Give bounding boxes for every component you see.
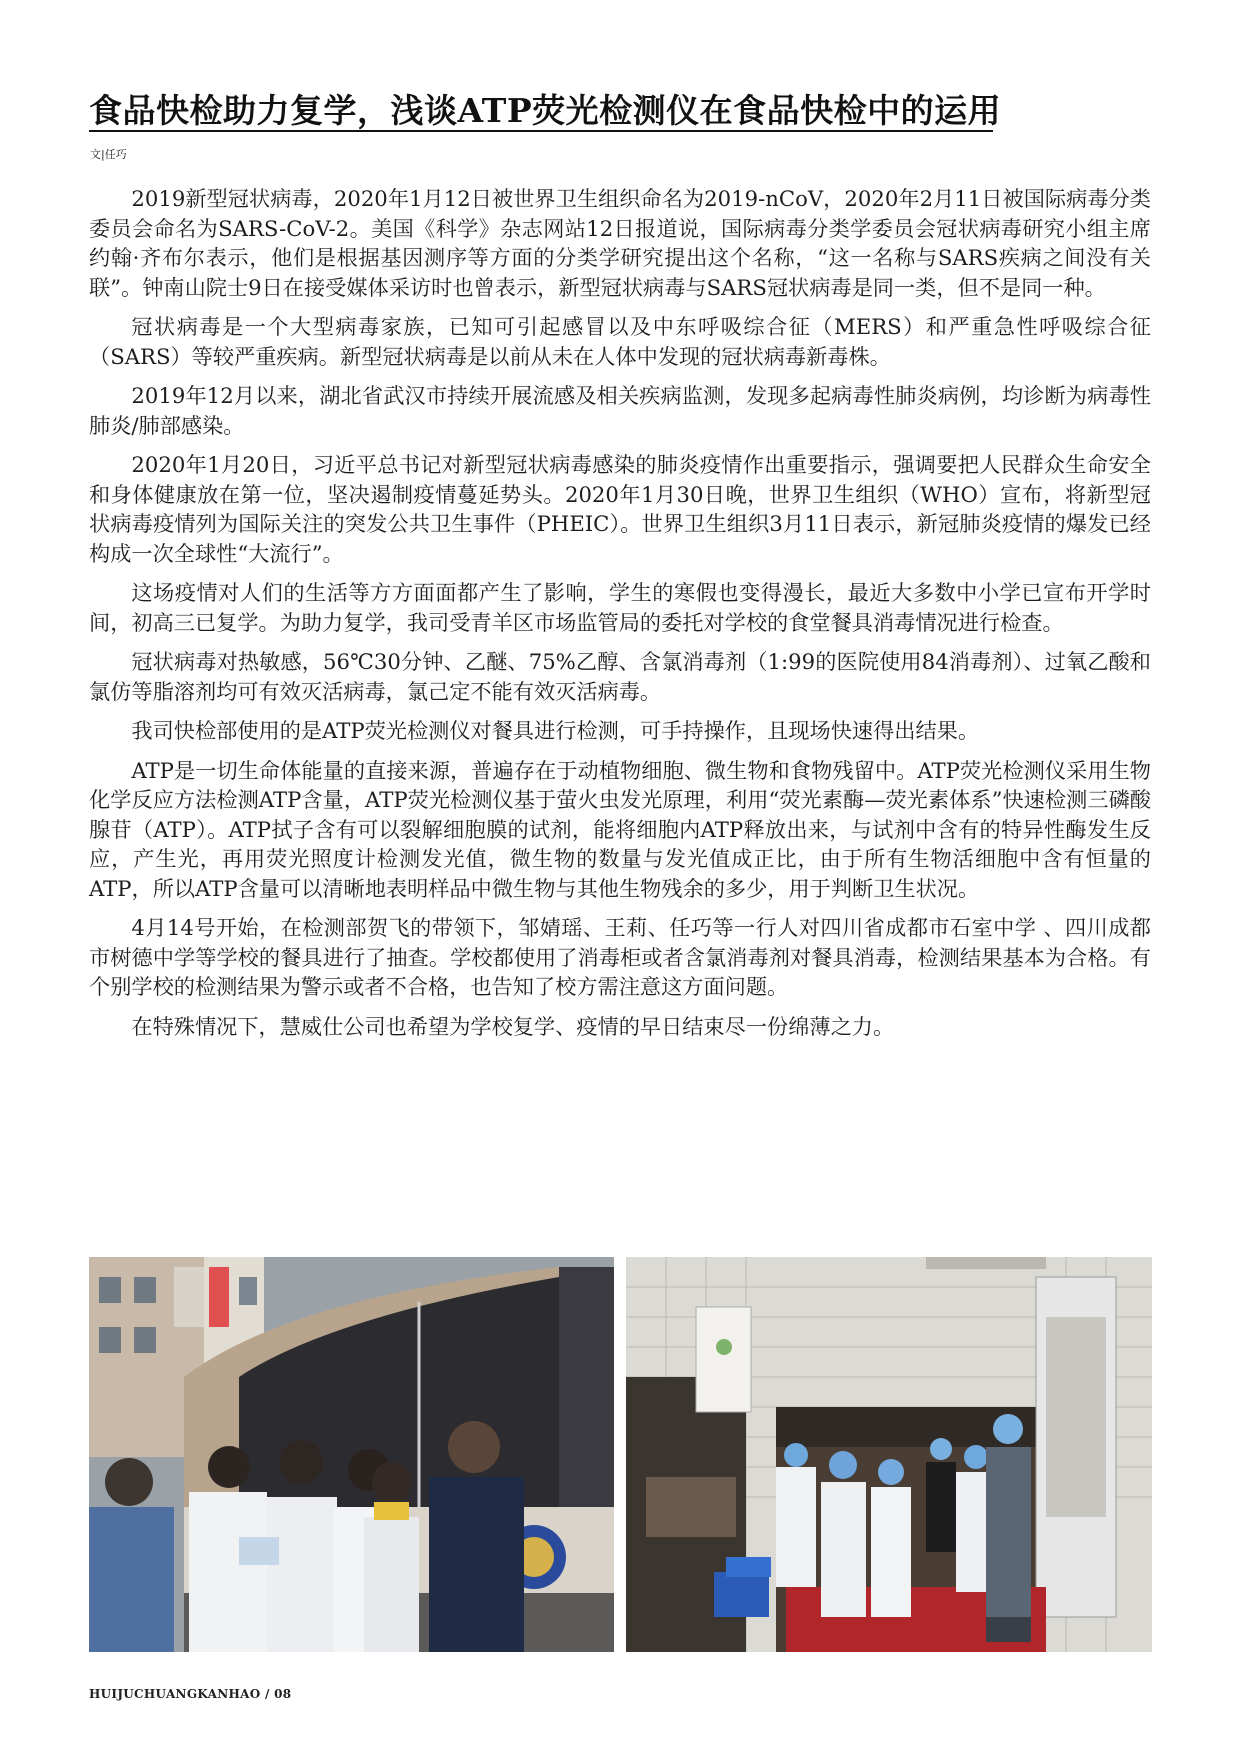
paragraph-2: 冠状病毒是一个大型病毒家族，已知可引起感冒以及中东呼吸综合征（MERS）和严重急性呼吸综合征（SARS）等较严重疾病。新型冠状病毒是以前从未在人体中发现的冠状病毒新毒株。	[89, 314, 1151, 369]
paragraph-5: 这场疫情对人们的生活等方方面面都产生了影响，学生的寒假也变得漫长，最近大多数中小学已宣布开学时间，初高三已复学。为助力复学，我司受青羊区市场监管局的委托对学校的食堂餐具消毒情况进行检查。	[89, 580, 1151, 635]
article-title: 食品快检助力复学，浅谈ATP荧光检测仪在食品快检中的运用	[89, 91, 1002, 130]
paragraph-8: ATP是一切生命体能量的直接来源，普遍存在于动植物细胞、微生物和食物残留中。ATP荧光检测仪采用生物化学反应方法检测ATP含量，ATP荧光检测仪基于萤火虫发光原理，利用“荧光素酶—荧光素体系”快速检测三磷酸腺苷（ATP）。ATP拭子含有可以裂解细胞膜的试剂，能将细胞内ATP释放出来，与试剂中含有的特异性酶发生反应，产生光，再用荧光照度计检测发光值，微生物的数量与发光值成正比，由于所有生物活细胞中含有恒量的ATP，所以ATP含量可以清晰地表明样品中微生物与其他生物残余的多少，用于判断卫生状况。	[89, 757, 1151, 901]
paragraph-9: 4月14号开始，在检测部贺飞的带领下，邹婧瑶、王莉、任巧等一行人对四川省成都市石室中学 、四川成都市树德中学等学校的餐具进行了抽查。学校都使用了消毒柜或者含氯消毒剂对餐具消毒，检测结果基本为合格。有个别学校的检测结果为警示或者不合格，也告知了校方需注意这方面问题。	[89, 915, 1151, 999]
article-body	[89, 184, 1151, 1051]
paragraph-7: 我司快检部使用的是ATP荧光检测仪对餐具进行检测，可手持操作，且现场快速得出结果。	[131, 718, 980, 743]
inspection-photo-street	[89, 1257, 614, 1652]
article-byline: 文|任巧	[90, 148, 127, 161]
paragraph-3: 2019年12月以来，湖北省武汉市持续开展流感及相关疾病监测，发现多起病毒性肺炎病例，均诊断为病毒性肺炎/肺部感染。	[89, 383, 1151, 438]
page-footer: HUIJUCHUANGKANHAO / 08	[89, 1687, 292, 1701]
title-underline	[89, 130, 993, 132]
paragraph-1: 2019新型冠状病毒，2020年1月12日被世界卫生组织命名为2019-nCoV，2020年2月11日被国际病毒分类委员会命名为SARS-CoV-2。美国《科学》杂志网站12日报道说，国际病毒分类学委员会冠状病毒研究小组主席约翰·齐布尔表示，他们是根据基因测序等方面的分类学研究提出这个名称，“这一名称与SARS疾病之间没有关联”。钟南山院士9日在接受媒体采访时也曾表示，新型冠状病毒与SARS冠状病毒是同一类，但不是同一种。	[89, 186, 1151, 300]
paragraph-4: 2020年1月20日，习近平总书记对新型冠状病毒感染的肺炎疫情作出重要指示，强调要把人民群众生命安全和身体健康放在第一位，坚决遏制疫情蔓延势头。2020年1月30日晚，世界卫生组织（WHO）宣布，将新型冠状病毒疫情列为国际关注的突发公共卫生事件（PHEIC）。世界卫生组织3月11日表示，新冠肺炎疫情的爆发已经构成一次全球性“大流行”。	[89, 452, 1151, 566]
paragraph-6: 冠状病毒对热敏感，56℃30分钟、乙醚、75%乙醇、含氯消毒剂（1:99的医院使用84消毒剂）、过氧乙酸和氯仿等脂溶剂均可有效灭活病毒，氯己定不能有效灭活病毒。	[89, 649, 1151, 704]
paragraph-10: 在特殊情况下，慧威仕公司也希望为学校复学、疫情的早日结束尽一份绵薄之力。	[131, 1013, 895, 1039]
inspection-photo-kitchen	[626, 1257, 1152, 1652]
